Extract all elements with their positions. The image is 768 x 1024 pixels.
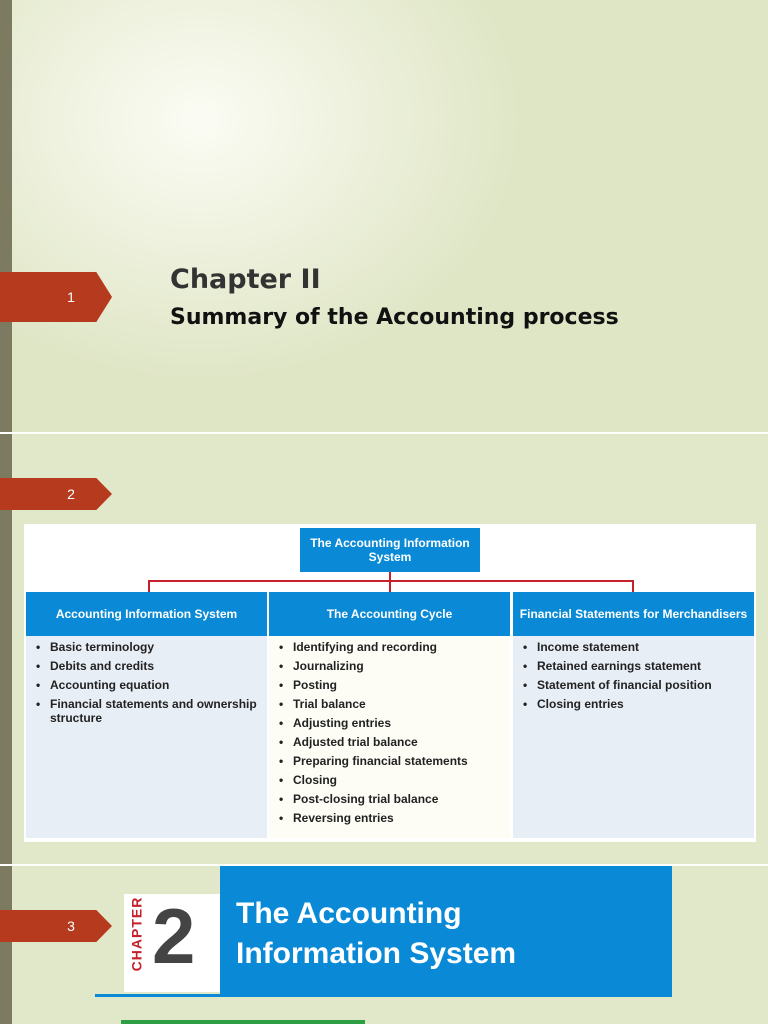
chapter-title-line: The Accounting bbox=[236, 897, 462, 930]
list-item: • Post-closing trial balance bbox=[277, 792, 510, 806]
list-item: • Financial statements and ownership structure bbox=[34, 697, 267, 725]
list-item: • Reversing entries bbox=[277, 811, 510, 825]
column-body bbox=[513, 636, 754, 838]
slide-number: 3 bbox=[67, 918, 75, 934]
list-item: • Basic terminology bbox=[34, 640, 267, 654]
slide-number-badge bbox=[0, 478, 112, 510]
slide-left-bar bbox=[0, 0, 12, 432]
list-item: • Accounting equation bbox=[34, 678, 267, 692]
diagram-column bbox=[26, 592, 267, 838]
slide-3[interactable] bbox=[0, 866, 768, 1024]
list-item: • Preparing financial statements bbox=[277, 754, 510, 768]
slide-number-badge bbox=[0, 910, 112, 942]
list-item: • Journalizing bbox=[277, 659, 510, 673]
diagram-top-box: The Accounting Information System bbox=[300, 528, 480, 572]
list-item: • Closing entries bbox=[521, 697, 754, 711]
chapter-title-line: Information System bbox=[236, 937, 517, 970]
connector-line bbox=[148, 580, 634, 582]
column-body bbox=[269, 636, 510, 838]
connector-line bbox=[148, 580, 150, 592]
slide-number: 2 bbox=[67, 486, 75, 502]
list-item: • Income statement bbox=[521, 640, 754, 654]
slide-2[interactable] bbox=[0, 434, 768, 864]
slide-number: 1 bbox=[67, 289, 75, 305]
column-header: Accounting Information System bbox=[26, 592, 267, 636]
column-header: The Accounting Cycle bbox=[269, 592, 510, 636]
chapter-label: CHAPTER bbox=[128, 896, 145, 972]
slide-1[interactable] bbox=[0, 0, 768, 432]
chapter-title bbox=[236, 894, 516, 974]
list-item: • Retained earnings statement bbox=[521, 659, 754, 673]
slide-subtitle: Summary of the Accounting process bbox=[170, 305, 619, 330]
list-item: • Adjusted trial balance bbox=[277, 735, 510, 749]
slide-background bbox=[0, 0, 768, 432]
list-item: • Debits and credits bbox=[34, 659, 267, 673]
list-item: • Identifying and recording bbox=[277, 640, 510, 654]
green-accent-bar bbox=[121, 1020, 365, 1024]
diagram-column bbox=[513, 592, 754, 838]
connector-line bbox=[389, 580, 391, 592]
list-item: • Adjusting entries bbox=[277, 716, 510, 730]
chapter-number: 2 bbox=[152, 892, 196, 980]
diagram-column bbox=[269, 592, 510, 838]
slide-number-badge bbox=[0, 272, 112, 322]
column-header: Financial Statements for Merchandisers bbox=[513, 592, 754, 636]
list-item: • Posting bbox=[277, 678, 510, 692]
list-item: • Statement of financial position bbox=[521, 678, 754, 692]
list-item: • Trial balance bbox=[277, 697, 510, 711]
accounting-diagram bbox=[24, 524, 756, 842]
slide-title: Chapter II bbox=[170, 264, 321, 295]
connector-line bbox=[632, 580, 634, 592]
list-item: • Closing bbox=[277, 773, 510, 787]
chapter-underline bbox=[95, 994, 672, 997]
column-body bbox=[26, 636, 267, 838]
slide-left-bar bbox=[0, 866, 12, 1024]
chapter-title-box bbox=[220, 866, 672, 994]
